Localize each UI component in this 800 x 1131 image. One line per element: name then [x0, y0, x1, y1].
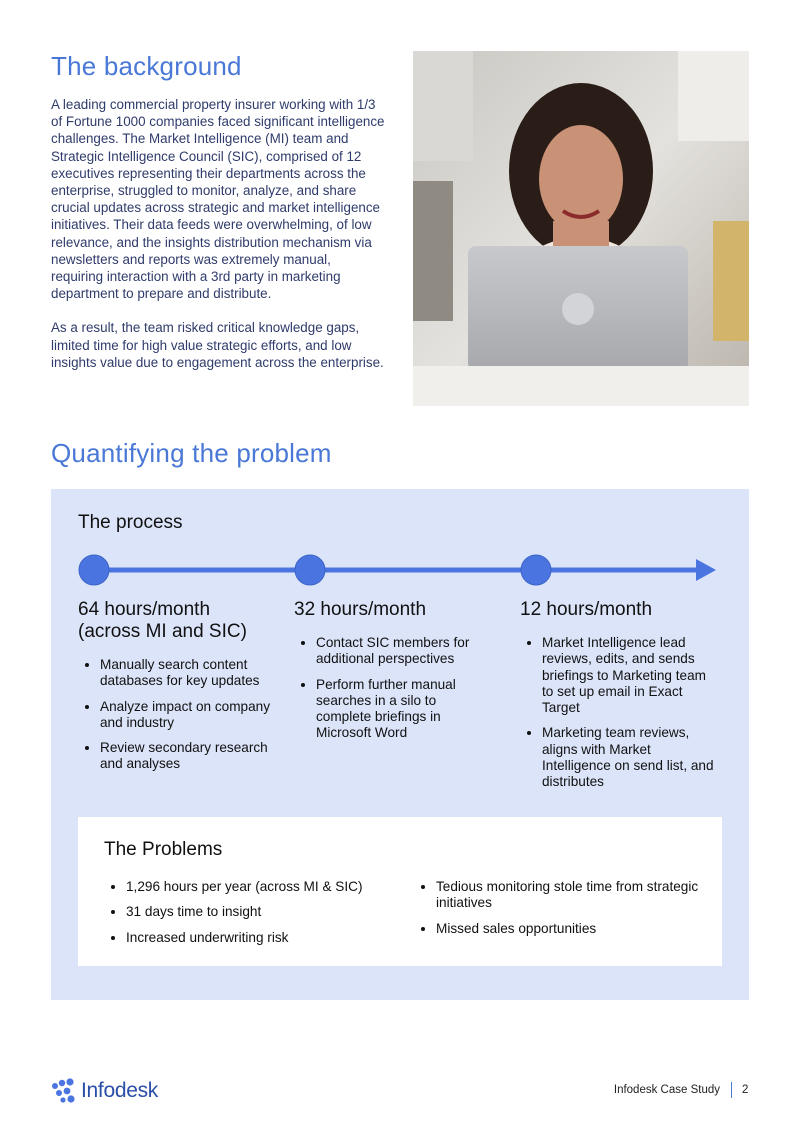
- step-1-bullets: [78, 657, 278, 773]
- list-item: • Perform further manual searches in a silo to complete briefings in Microsoft Word: [316, 677, 494, 742]
- list-item: • Analyze impact on company and industry: [100, 699, 278, 732]
- timeline-arrow-icon: [696, 559, 716, 581]
- timeline-node-2: [295, 555, 325, 585]
- footer-label: Infodesk Case Study: [613, 1084, 720, 1096]
- list-item: • Tedious monitoring stole time from strategic initiatives: [436, 879, 704, 912]
- timeline-node-1: [79, 555, 109, 585]
- list-item: • 31 days time to insight: [126, 904, 394, 920]
- problems-right-column: [414, 879, 704, 946]
- timeline-node-3: [521, 555, 551, 585]
- list-item: • Market Intelligence lead reviews, edits, and sends briefings to Marketing team to set up email in Exact Target: [542, 635, 720, 716]
- process-panel: [51, 489, 749, 1000]
- background-text: [51, 96, 386, 388]
- list-item: • 1,296 hours per year (across MI & SIC): [126, 879, 394, 895]
- step-1-title-line-1: 64 hours/month: [78, 599, 211, 620]
- footer-divider: [731, 1082, 732, 1098]
- step-3-title: 12 hours/month: [520, 599, 653, 620]
- process-step-2: [294, 599, 494, 751]
- step-1-title: [78, 599, 278, 643]
- quantifying-heading: Quantifying the problem: [51, 438, 332, 468]
- background-heading: The background: [51, 51, 242, 81]
- infodesk-logo: [51, 1077, 158, 1105]
- step-1-title-line-2: (across MI and SIC): [78, 621, 247, 642]
- list-item: • Missed sales opportunities: [436, 921, 704, 937]
- process-title: The process: [78, 512, 183, 533]
- hero-photo: [413, 51, 749, 406]
- process-step-1: [78, 599, 278, 782]
- step-3-bullets: [520, 635, 720, 791]
- problems-box: [78, 817, 722, 966]
- background-paragraph-1: A leading commercial property insurer working with 1/3 of Fortune 1000 companies faced significant intelligence challenges. The Market Intelligence (MI) team and Strategic Intelligence Council (SIC), comprised of 12 executives representing their departments across the enterprise, struggled to monitor, analyze, and share crucial updates across strategic and market intelligence initiatives. Their data feeds were overwhelming, of low relevance, and the insights distribution mechanism via newsletters and reports was extremely manual, requiring interaction with a 3rd party in marketing department to prepare and distribute.: [51, 97, 385, 302]
- problems-right-list: [414, 879, 704, 937]
- list-item: • Contact SIC members for additional perspectives: [316, 635, 494, 668]
- process-timeline: [76, 551, 721, 591]
- page-number: 2: [742, 1084, 749, 1096]
- infodesk-logo-icon: [51, 1078, 77, 1104]
- list-item: • Review secondary research and analyses: [100, 740, 278, 773]
- problems-left-list: [104, 879, 394, 946]
- problems-left-column: [104, 879, 394, 955]
- list-item: • Increased underwriting risk: [126, 930, 394, 946]
- logo-text: Infodesk: [81, 1079, 158, 1102]
- list-item: • Manually search content databases for key updates: [100, 657, 278, 690]
- background-paragraph-2: As a result, the team risked critical knowledge gaps, limited time for high value strategic efforts, and low insights value due to engagement across the enterprise.: [51, 320, 384, 370]
- problems-title: The Problems: [104, 839, 223, 860]
- step-2-title: 32 hours/month: [294, 599, 427, 620]
- process-step-3: [520, 599, 720, 800]
- list-item: • Marketing team reviews, aligns with Market Intelligence on send list, and distributes: [542, 725, 720, 790]
- step-2-bullets: [294, 635, 494, 742]
